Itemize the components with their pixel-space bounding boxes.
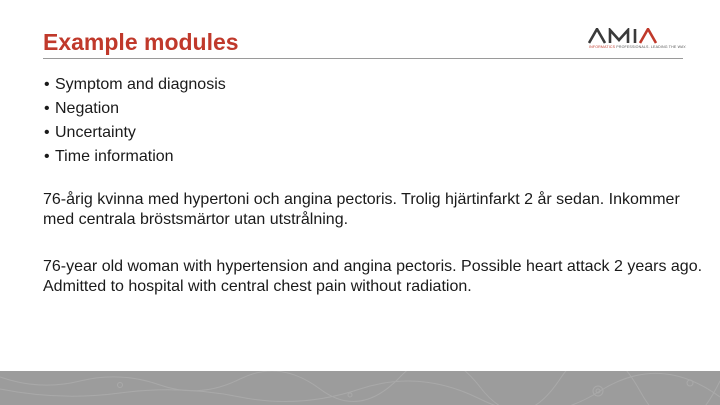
logo-tagline — [589, 45, 687, 49]
bullet-marker: • — [44, 124, 50, 141]
bullet-marker: • — [44, 100, 50, 117]
page-number: 7 — [677, 362, 684, 374]
bullet-item — [44, 73, 226, 97]
amia-logo — [588, 28, 687, 54]
bullet-marker: • — [44, 148, 50, 165]
bullet-text: Uncertainty — [55, 124, 136, 141]
bullet-text: Negation — [55, 100, 120, 117]
bullet-item — [44, 121, 226, 145]
bullet-item — [44, 97, 226, 121]
bullet-marker: • — [44, 76, 50, 93]
amia-wordmark — [588, 28, 684, 44]
footer-pattern — [0, 371, 720, 405]
logo-tagline-rest: PROFESSIONALS. LEADING THE WAY. — [616, 45, 687, 49]
logo-tagline-highlight: INFORMATICS — [589, 45, 616, 49]
bullet-text: Symptom and diagnosis — [55, 76, 226, 93]
footer-bar — [0, 371, 720, 405]
slide-title: Example modules — [43, 29, 239, 55]
english-example-text: 76-year old woman with hypertension and angina pectoris. Possible heart attack 2 years ago. Admitted to hospital with central chest pain without radiation. — [43, 258, 703, 295]
title-divider — [43, 58, 683, 59]
swedish-example-text: 76-årig kvinna med hypertoni och angina pectoris. Trolig hjärtinfarkt 2 år sedan. Inkommer med centrala bröstsmärtor utan utstrålning. — [43, 191, 680, 228]
bullet-item — [44, 145, 226, 169]
bullet-list — [44, 73, 226, 169]
bullet-text: Time information — [55, 148, 174, 165]
